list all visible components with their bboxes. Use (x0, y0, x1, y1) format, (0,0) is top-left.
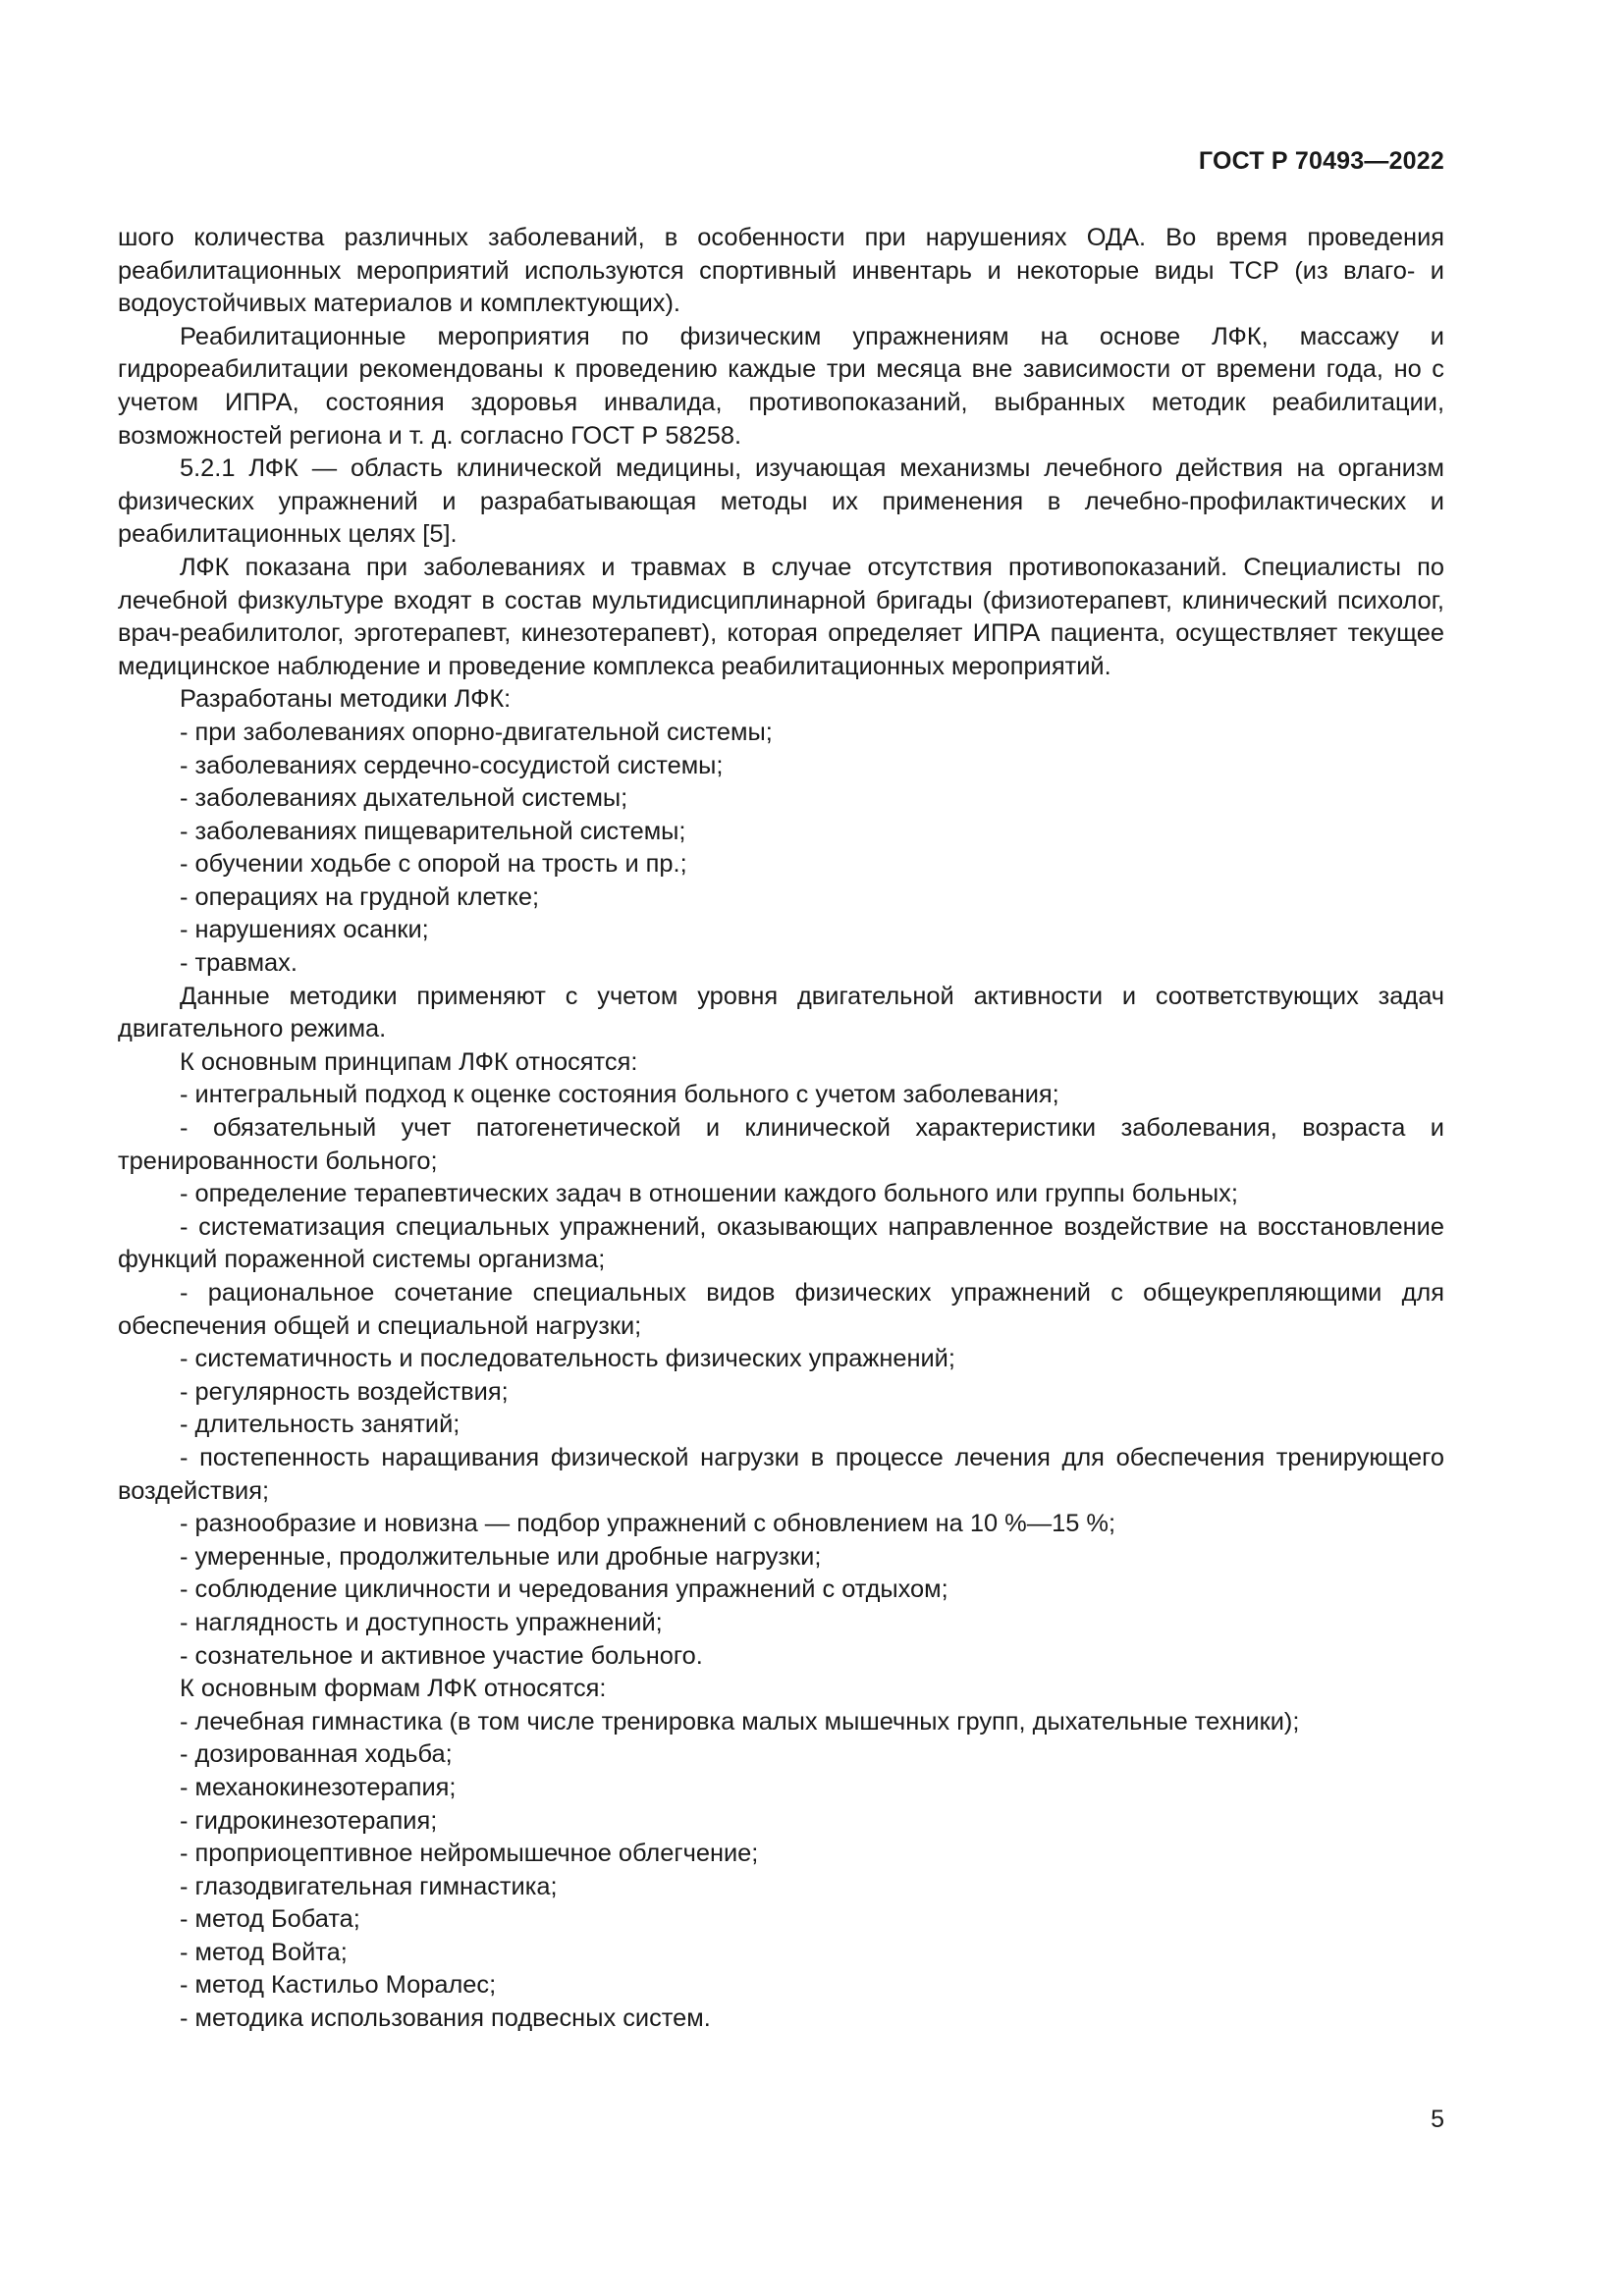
paragraph-continued: шого количества различных заболеваний, в особенности при нарушениях ОДА. Во время проведения реабилитационных мероприятий используются спортивный инвентарь и некоторые виды ТСР (из влаго- и водоустойчивых материалов и комплектующих). (118, 224, 1444, 318)
list-item: - систематичность и последовательность физических упражнений; (180, 1345, 955, 1373)
list-item: - систематизация специальных упражнений, оказывающих направленное воздействие на восстановление функций пораженной системы организма; (118, 1212, 1444, 1274)
list-item: - постепенность наращивания физической нагрузки в процессе лечения для обеспечения тренирующего воздействия; (118, 1443, 1444, 1505)
principles-list (118, 1079, 1444, 1673)
list-item: - определение терапевтических задач в отношении каждого больного или группы больных; (180, 1180, 1238, 1208)
list-item: - соблюдение цикличности и чередования упражнений с отдыхом; (180, 1575, 948, 1604)
principles-intro: К основным принципам ЛФК относятся: (180, 1047, 638, 1076)
list-item: - умеренные, продолжительные или дробные нагрузки; (180, 1542, 822, 1571)
paragraph-lfk-indications: ЛФК показана при заболеваниях и травмах в случае отсутствия противопоказаний. Специалисты по лечебной физкультуре входят в состав мультидисциплинарной бригады (физиотерапевт, клинический психолог, врач-реабилитолог, эрготерапевт, кинезотерапевт), которая определяет ИПРА пациента, осуществляет текущее медицинское наблюдение и проведение комплекса реабилитационных мероприятий. (118, 553, 1444, 680)
list-item: - метод Кастильо Моралес; (180, 1971, 497, 2000)
list-item: - обучении ходьбе с опорой на трость и пр.; (180, 850, 687, 879)
list-item: - заболеваниях сердечно-сосудистой системы; (180, 751, 724, 779)
list-item: - метод Войта; (180, 1938, 348, 1966)
paragraph-rehab-schedule: Реабилитационные мероприятия по физическим упражнениям на основе ЛФК, массажу и гидрореабилитации рекомендованы к проведению каждые три месяца вне зависимости от времени года, но с учетом ИПРА, состояния здоровья инвалида, противопоказаний, выбранных методик реабилитации, возможностей региона и т. д. согласно ГОСТ Р 58258. (118, 322, 1444, 450)
list-item: - глазодвигательная гимнастика; (180, 1872, 558, 1900)
list-item: - длительность занятий; (180, 1411, 460, 1439)
list-item: - при заболеваниях опорно-двигательной системы; (180, 718, 773, 746)
list-item: - дозированная ходьба; (180, 1740, 453, 1769)
list-item: - нарушениях осанки; (180, 916, 429, 944)
methods-note: Данные методики применяют с учетом уровня двигательной активности и соответствующих задач двигательного режима. (118, 982, 1444, 1043)
methods-list (118, 717, 1444, 981)
forms-intro: К основным формам ЛФК относятся: (180, 1675, 607, 1703)
list-item: - травмах. (180, 949, 298, 978)
list-item: - метод Бобата; (180, 1905, 360, 1934)
page-number: 5 (1431, 2106, 1444, 2133)
list-item: - интегральный подход к оценке состояния больного с учетом заболевания; (180, 1081, 1059, 1109)
list-item: - обязательный учет патогенетической и клинической характеристики заболевания, возраста и тренированности больного; (118, 1114, 1444, 1175)
list-item: - заболеваниях дыхательной системы; (180, 784, 628, 813)
methods-intro: Разработаны методики ЛФК: (180, 685, 512, 714)
document-header-id: ГОСТ Р 70493—2022 (1198, 147, 1444, 175)
list-item: - рациональное сочетание специальных видов физических упражнений с общеукрепляющими для обеспечения общей и специальной нагрузки; (118, 1279, 1444, 1340)
document-body (118, 222, 1444, 2036)
list-item: - механокинезотерапия; (180, 1773, 457, 1801)
forms-list (118, 1706, 1444, 2036)
list-item: - лечебная гимнастика (в том числе тренировка малых мышечных групп, дыхательные техники); (180, 1707, 1300, 1735)
list-item: - заболеваниях пищеварительной системы; (180, 817, 686, 845)
list-item: - наглядность и доступность упражнений; (180, 1608, 663, 1636)
list-item: - операциях на грудной клетке; (180, 882, 539, 911)
list-item: - сознательное и активное участие больного. (180, 1641, 703, 1670)
list-item: - гидрокинезотерапия; (180, 1806, 438, 1835)
paragraph-section-5-2-1: 5.2.1 ЛФК — область клинической медицины, изучающая механизмы лечебного действия на организм физических упражнений и разрабатывающая методы их применения в лечебно-профилактических и реабилитационных целях [5]. (118, 454, 1444, 549)
list-item: - регулярность воздействия; (180, 1377, 509, 1406)
list-item: - проприоцептивное нейромышечное облегчение; (180, 1840, 759, 1868)
list-item: - разнообразие и новизна — подбор упражнений с обновлением на 10 %—15 %; (180, 1510, 1116, 1538)
list-item: - методика использования подвесных систем. (180, 2004, 711, 2033)
